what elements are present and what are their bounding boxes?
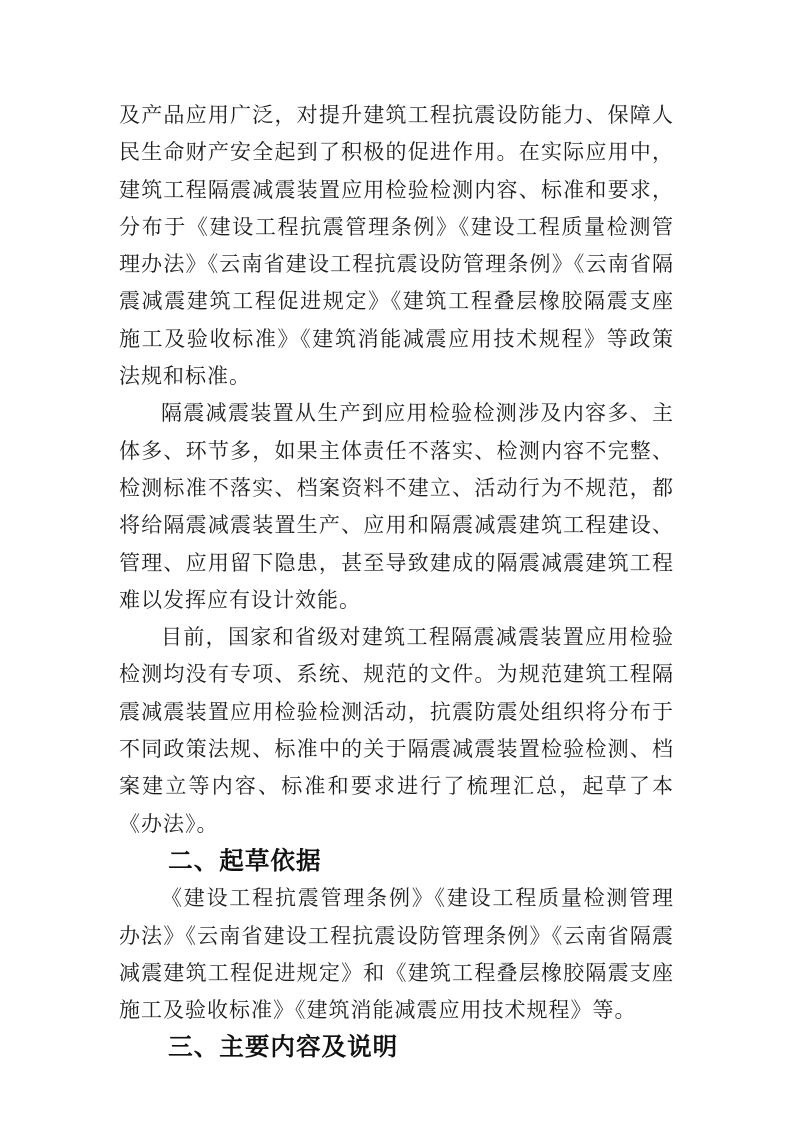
paragraph: 《建设工程抗震管理条例》《建设工程质量检测管理办法》《云南省建设工程抗震设防管理条例》《云南省隔震减震建筑工程促进规定》和《建筑工程叠层橡胶隔震支座施工及验收标准》《建筑消能减震应用技术规程》等。: [119, 886, 674, 1023]
section-heading-drafting-basis: 二、起草依据: [168, 847, 322, 875]
paragraph-continuation: 及产品应用广泛，对提升建筑工程抗震设防能力、保障人民生命财产安全起到了积极的促进作用。在实际应用中，建筑工程隔震减震装置应用检验检测内容、标准和要求，分布于《建设工程抗震管理条例》《建设工程质量检测管理办法》《云南省建设工程抗震设防管理条例》《云南省隔震减震建筑工程促进规定》《建筑工程叠层橡胶隔震支座施工及验收标准》《建筑消能减震应用技术规程》等政策法规和标准。: [119, 103, 674, 389]
document-body: [119, 97, 674, 1067]
paragraph: 隔震减震装置从生产到应用检验检测涉及内容多、主体多、环节多，如果主体责任不落实、检测内容不完整、检测标准不落实、档案资料不建立、活动行为不规范，都将给隔震减震装置生产、应用和隔震减震建筑工程建设、管理、应用留下隐患，甚至导致建成的隔震减震建筑工程难以发挥应有设计效能。: [119, 401, 674, 612]
section-heading-main-content: 三、主要内容及说明: [168, 1034, 399, 1062]
paragraph: 目前，国家和省级对建筑工程隔震减震装置应用检验检测均没有专项、系统、规范的文件。为规范建筑工程隔震减震装置应用检验检测活动，抗震防震处组织将分布于不同政策法规、标准中的关于隔震减震装置检验检测、档案建立等内容、标准和要求进行了梳理汇总，起草了本《办法》。: [119, 625, 674, 836]
